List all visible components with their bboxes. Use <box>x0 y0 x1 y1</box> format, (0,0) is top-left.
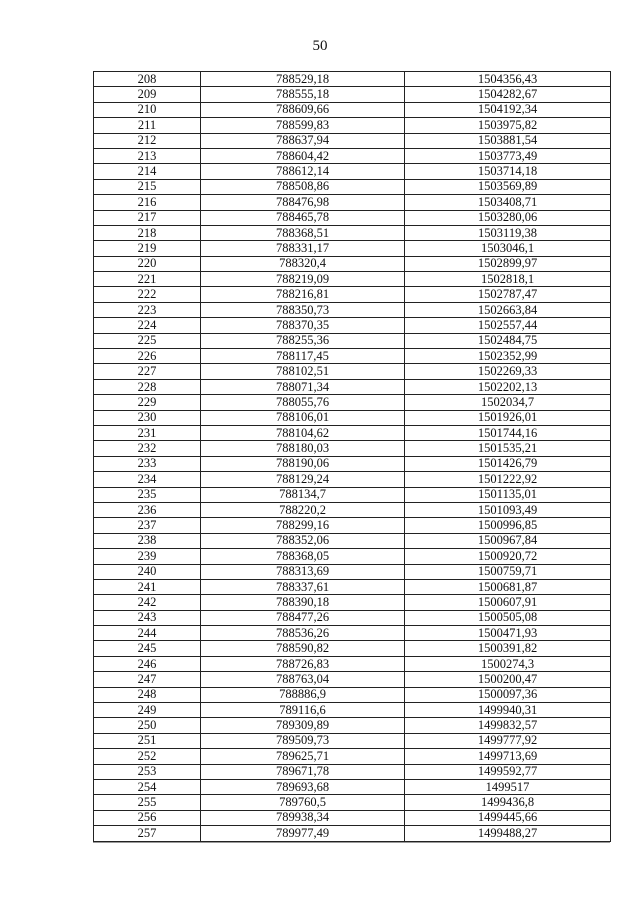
point-number-cell: 236 <box>94 502 201 517</box>
y-coordinate-cell: 1499832,57 <box>405 718 611 733</box>
point-number-cell: 246 <box>94 656 201 671</box>
y-coordinate-cell: 1500759,71 <box>405 564 611 579</box>
y-coordinate-cell: 1499445,66 <box>405 810 611 825</box>
y-coordinate-cell: 1500681,87 <box>405 579 611 594</box>
point-number-cell: 237 <box>94 518 201 533</box>
x-coordinate-cell: 788726,83 <box>201 656 405 671</box>
y-coordinate-cell: 1499713,69 <box>405 749 611 764</box>
table-row <box>94 333 611 348</box>
point-number-cell: 223 <box>94 302 201 317</box>
page-number: 50 <box>312 38 328 54</box>
table-row <box>94 656 611 671</box>
x-coordinate-cell: 789509,73 <box>201 733 405 748</box>
y-coordinate-cell: 1499517 <box>405 779 611 794</box>
point-number-cell: 231 <box>94 425 201 440</box>
table-row <box>94 610 611 625</box>
y-coordinate-cell: 1499940,31 <box>405 703 611 718</box>
point-number-cell: 221 <box>94 272 201 287</box>
table-row <box>94 564 611 579</box>
table-row <box>94 379 611 394</box>
x-coordinate-cell: 789977,49 <box>201 826 405 841</box>
x-coordinate-cell: 789116,6 <box>201 703 405 718</box>
x-coordinate-cell: 788134,7 <box>201 487 405 502</box>
point-number-cell: 220 <box>94 256 201 271</box>
point-number-cell: 214 <box>94 164 201 179</box>
y-coordinate-cell: 1501222,92 <box>405 472 611 487</box>
table-row <box>94 764 611 779</box>
table-row <box>94 318 611 333</box>
table-row <box>94 118 611 133</box>
x-coordinate-cell: 788255,36 <box>201 333 405 348</box>
y-coordinate-cell: 1500920,72 <box>405 549 611 564</box>
table-row <box>94 533 611 548</box>
x-coordinate-cell: 788106,01 <box>201 410 405 425</box>
x-coordinate-cell: 788637,94 <box>201 133 405 148</box>
point-number-cell: 226 <box>94 349 201 364</box>
x-coordinate-cell: 788117,45 <box>201 349 405 364</box>
table-row <box>94 687 611 702</box>
y-coordinate-cell: 1503975,82 <box>405 118 611 133</box>
y-coordinate-cell: 1503046,1 <box>405 241 611 256</box>
table-row <box>94 703 611 718</box>
table-row <box>94 225 611 240</box>
y-coordinate-cell: 1502484,75 <box>405 333 611 348</box>
y-coordinate-cell: 1499592,77 <box>405 764 611 779</box>
table-row <box>94 210 611 225</box>
point-number-cell: 254 <box>94 779 201 794</box>
y-coordinate-cell: 1502269,33 <box>405 364 611 379</box>
table-row <box>94 487 611 502</box>
y-coordinate-cell: 1499436,8 <box>405 795 611 810</box>
y-coordinate-cell: 1503714,18 <box>405 164 611 179</box>
y-coordinate-cell: 1502899,97 <box>405 256 611 271</box>
table-row <box>94 241 611 256</box>
y-coordinate-cell: 1503881,54 <box>405 133 611 148</box>
x-coordinate-cell: 789671,78 <box>201 764 405 779</box>
y-coordinate-cell: 1499777,92 <box>405 733 611 748</box>
x-coordinate-cell: 788599,83 <box>201 118 405 133</box>
x-coordinate-cell: 788604,42 <box>201 148 405 163</box>
table-row <box>94 349 611 364</box>
table-row <box>94 148 611 163</box>
point-number-cell: 210 <box>94 102 201 117</box>
table-row <box>94 287 611 302</box>
x-coordinate-cell: 788590,82 <box>201 641 405 656</box>
table-row <box>94 579 611 594</box>
x-coordinate-cell: 788350,73 <box>201 302 405 317</box>
y-coordinate-cell: 1504192,34 <box>405 102 611 117</box>
x-coordinate-cell: 788476,98 <box>201 195 405 210</box>
x-coordinate-cell: 788104,62 <box>201 425 405 440</box>
y-coordinate-cell: 1501926,01 <box>405 410 611 425</box>
point-number-cell: 243 <box>94 610 201 625</box>
x-coordinate-cell: 789938,34 <box>201 810 405 825</box>
point-number-cell: 242 <box>94 595 201 610</box>
table-row <box>94 718 611 733</box>
y-coordinate-cell: 1500996,85 <box>405 518 611 533</box>
y-coordinate-cell: 1501426,79 <box>405 456 611 471</box>
x-coordinate-cell: 789693,68 <box>201 779 405 794</box>
x-coordinate-cell: 788071,34 <box>201 379 405 394</box>
table-row <box>94 256 611 271</box>
x-coordinate-cell: 788477,26 <box>201 610 405 625</box>
x-coordinate-cell: 788390,18 <box>201 595 405 610</box>
y-coordinate-cell: 1503569,89 <box>405 179 611 194</box>
y-coordinate-cell: 1504282,67 <box>405 87 611 102</box>
table-row <box>94 595 611 610</box>
x-coordinate-cell: 788180,03 <box>201 441 405 456</box>
table-row <box>94 272 611 287</box>
table-row <box>94 72 611 87</box>
point-number-cell: 208 <box>94 72 201 87</box>
x-coordinate-cell: 788763,04 <box>201 672 405 687</box>
x-coordinate-cell: 788368,51 <box>201 225 405 240</box>
point-number-cell: 248 <box>94 687 201 702</box>
point-number-cell: 219 <box>94 241 201 256</box>
table-row <box>94 364 611 379</box>
y-coordinate-cell: 1501744,16 <box>405 425 611 440</box>
y-coordinate-cell: 1500391,82 <box>405 641 611 656</box>
point-number-cell: 255 <box>94 795 201 810</box>
x-coordinate-cell: 789625,71 <box>201 749 405 764</box>
x-coordinate-cell: 788331,17 <box>201 241 405 256</box>
y-coordinate-cell: 1503280,06 <box>405 210 611 225</box>
point-number-cell: 222 <box>94 287 201 302</box>
point-number-cell: 230 <box>94 410 201 425</box>
x-coordinate-cell: 788320,4 <box>201 256 405 271</box>
point-number-cell: 250 <box>94 718 201 733</box>
table-row <box>94 302 611 317</box>
y-coordinate-cell: 1502663,84 <box>405 302 611 317</box>
point-number-cell: 224 <box>94 318 201 333</box>
y-coordinate-cell: 1500505,08 <box>405 610 611 625</box>
y-coordinate-cell: 1502787,47 <box>405 287 611 302</box>
x-coordinate-cell: 788370,35 <box>201 318 405 333</box>
table-row <box>94 441 611 456</box>
x-coordinate-cell: 788055,76 <box>201 395 405 410</box>
point-number-cell: 211 <box>94 118 201 133</box>
point-number-cell: 218 <box>94 225 201 240</box>
point-number-cell: 247 <box>94 672 201 687</box>
x-coordinate-cell: 788465,78 <box>201 210 405 225</box>
x-coordinate-cell: 788129,24 <box>201 472 405 487</box>
table-row <box>94 87 611 102</box>
bottom-divider <box>93 842 610 843</box>
table-row <box>94 518 611 533</box>
table-row <box>94 549 611 564</box>
x-coordinate-cell: 788337,61 <box>201 579 405 594</box>
point-number-cell: 225 <box>94 333 201 348</box>
table-row <box>94 779 611 794</box>
y-coordinate-cell: 1499488,27 <box>405 826 611 841</box>
x-coordinate-cell: 788220,2 <box>201 502 405 517</box>
point-number-cell: 227 <box>94 364 201 379</box>
x-coordinate-cell: 788102,51 <box>201 364 405 379</box>
x-coordinate-cell: 788352,06 <box>201 533 405 548</box>
x-coordinate-cell: 788536,26 <box>201 626 405 641</box>
table-row <box>94 195 611 210</box>
y-coordinate-cell: 1500097,36 <box>405 687 611 702</box>
table-row <box>94 395 611 410</box>
y-coordinate-cell: 1500200,47 <box>405 672 611 687</box>
point-number-cell: 215 <box>94 179 201 194</box>
table-row <box>94 456 611 471</box>
point-number-cell: 235 <box>94 487 201 502</box>
y-coordinate-cell: 1502818,1 <box>405 272 611 287</box>
point-number-cell: 239 <box>94 549 201 564</box>
y-coordinate-cell: 1503119,38 <box>405 225 611 240</box>
x-coordinate-cell: 788368,05 <box>201 549 405 564</box>
table-row <box>94 133 611 148</box>
point-number-cell: 238 <box>94 533 201 548</box>
y-coordinate-cell: 1502352,99 <box>405 349 611 364</box>
x-coordinate-cell: 788609,66 <box>201 102 405 117</box>
y-coordinate-cell: 1503408,71 <box>405 195 611 210</box>
point-number-cell: 252 <box>94 749 201 764</box>
point-number-cell: 249 <box>94 703 201 718</box>
point-number-cell: 234 <box>94 472 201 487</box>
y-coordinate-cell: 1504356,43 <box>405 72 611 87</box>
point-number-cell: 212 <box>94 133 201 148</box>
point-number-cell: 213 <box>94 148 201 163</box>
y-coordinate-cell: 1501093,49 <box>405 502 611 517</box>
table-row <box>94 472 611 487</box>
table-row <box>94 810 611 825</box>
point-number-cell: 209 <box>94 87 201 102</box>
y-coordinate-cell: 1500607,91 <box>405 595 611 610</box>
point-number-cell: 244 <box>94 626 201 641</box>
x-coordinate-cell: 788299,16 <box>201 518 405 533</box>
table-row <box>94 502 611 517</box>
point-number-cell: 229 <box>94 395 201 410</box>
table-row <box>94 733 611 748</box>
y-coordinate-cell: 1500967,84 <box>405 533 611 548</box>
x-coordinate-cell: 788219,09 <box>201 272 405 287</box>
point-number-cell: 240 <box>94 564 201 579</box>
y-coordinate-cell: 1501535,21 <box>405 441 611 456</box>
table-row <box>94 410 611 425</box>
table-row <box>94 795 611 810</box>
table-row <box>94 826 611 841</box>
x-coordinate-cell: 788508,86 <box>201 179 405 194</box>
x-coordinate-cell: 788216,81 <box>201 287 405 302</box>
coordinates-table-body <box>94 72 611 842</box>
y-coordinate-cell: 1501135,01 <box>405 487 611 502</box>
point-number-cell: 253 <box>94 764 201 779</box>
point-number-cell: 228 <box>94 379 201 394</box>
table-row <box>94 641 611 656</box>
x-coordinate-cell: 789760,5 <box>201 795 405 810</box>
y-coordinate-cell: 1502202,13 <box>405 379 611 394</box>
x-coordinate-cell: 788313,69 <box>201 564 405 579</box>
point-number-cell: 245 <box>94 641 201 656</box>
table-row <box>94 425 611 440</box>
point-number-cell: 241 <box>94 579 201 594</box>
table-row <box>94 672 611 687</box>
coordinates-table <box>93 71 611 842</box>
point-number-cell: 256 <box>94 810 201 825</box>
table-row <box>94 164 611 179</box>
x-coordinate-cell: 789309,89 <box>201 718 405 733</box>
x-coordinate-cell: 788555,18 <box>201 87 405 102</box>
point-number-cell: 216 <box>94 195 201 210</box>
point-number-cell: 257 <box>94 826 201 841</box>
table-row <box>94 626 611 641</box>
x-coordinate-cell: 788886,9 <box>201 687 405 702</box>
x-coordinate-cell: 788529,18 <box>201 72 405 87</box>
y-coordinate-cell: 1500274,3 <box>405 656 611 671</box>
point-number-cell: 232 <box>94 441 201 456</box>
y-coordinate-cell: 1502034,7 <box>405 395 611 410</box>
point-number-cell: 217 <box>94 210 201 225</box>
table-row <box>94 179 611 194</box>
y-coordinate-cell: 1500471,93 <box>405 626 611 641</box>
point-number-cell: 251 <box>94 733 201 748</box>
point-number-cell: 233 <box>94 456 201 471</box>
y-coordinate-cell: 1503773,49 <box>405 148 611 163</box>
table-row <box>94 749 611 764</box>
y-coordinate-cell: 1502557,44 <box>405 318 611 333</box>
table-row <box>94 102 611 117</box>
x-coordinate-cell: 788190,06 <box>201 456 405 471</box>
x-coordinate-cell: 788612,14 <box>201 164 405 179</box>
